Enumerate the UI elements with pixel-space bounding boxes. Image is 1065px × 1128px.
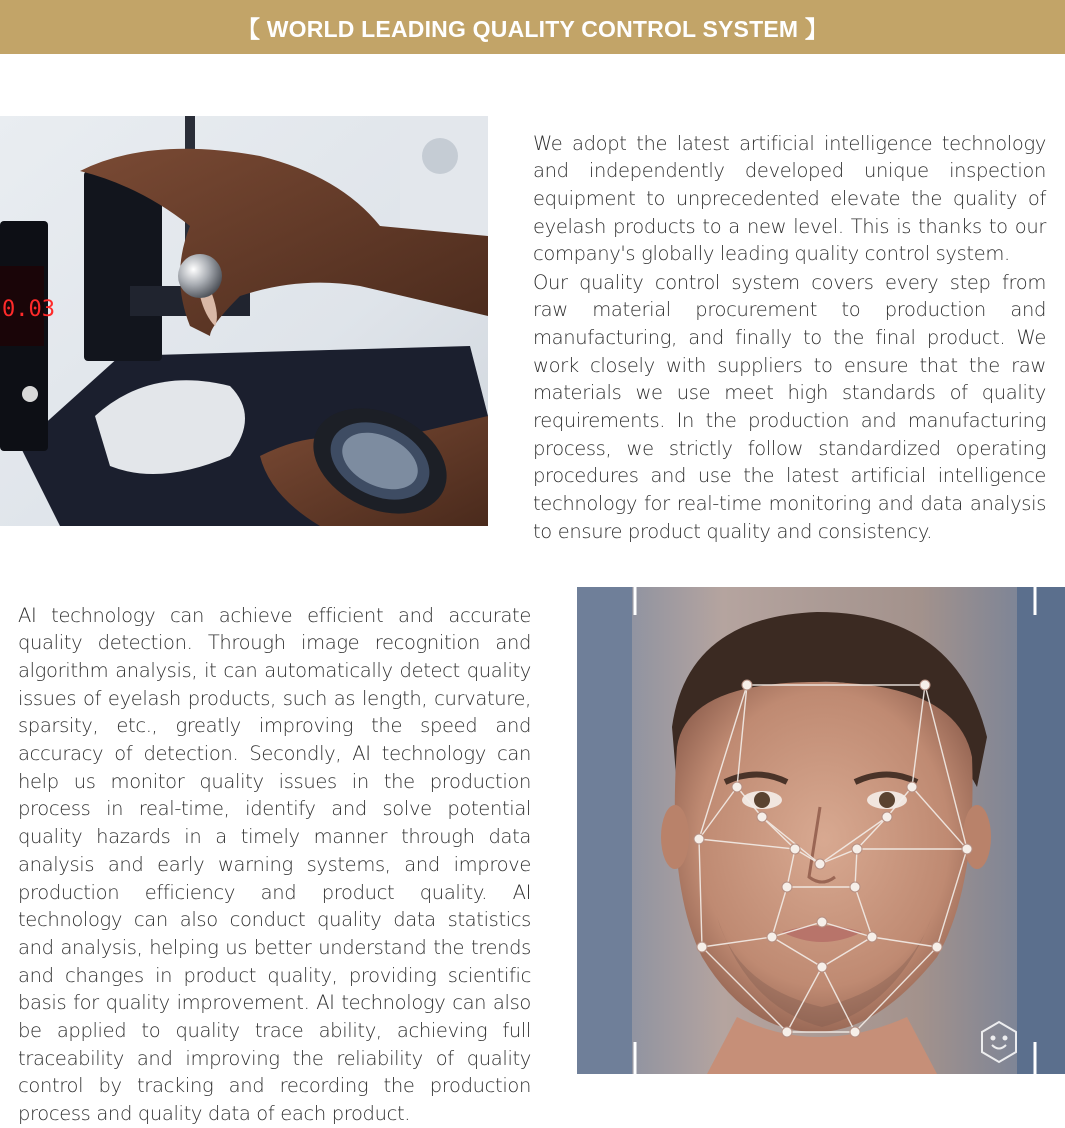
device-display-readout: 0.03: [2, 297, 55, 322]
ai-technology-paragraph: AI technology can achieve efficient and accurate quality detection. Through image recognition and algorithm analysis, it can automatically detect quality issues of eyelash products, such as length, curvature, sparsity, etc., greatly improving the speed and accuracy of detection. Secondly, AI technology can help us monitor quality issues in the production process in real-time, identify and solve potential quality hazards in a timely manner through data analysis and early warning systems, and improve production efficiency and product quality. AI technology can also conduct quality data statistics and analysis, helping us better understand the trends and changes in product quality, providing scientific basis for quality improvement. AI technology can also be applied to quality trace ability, achieving full traceability and improving the reliability of quality control by tracking and recording the production process and quality data of each product.: [18, 603, 531, 1126]
quality-control-paragraph: Our quality control system covers every step from raw material procurement to production and manufacturing, and finally to the final product. We work closely with suppliers to ensure that the raw materials we use meet high standards of quality requirements. In the production and manufacturing process, we strictly follow standardized operating procedures and use the latest artificial intelligence technology for real-time monitoring and data analysis to ensure product quality and consistency.: [533, 270, 1046, 543]
intro-paragraph: We adopt the latest artificial intelligence technology and independently developed unique inspection equipment to unprecedented elevate the quality of eyelash products to a new level. This is thanks to our company's globally leading quality control system.: [533, 131, 1046, 266]
banner-title: 【 WORLD LEADING QUALITY CONTROL SYSTEM 】: [236, 15, 829, 42]
inspection-equipment-photo: [0, 116, 488, 526]
header-banner: [0, 0, 1065, 54]
face-recognition-photo: [577, 587, 1065, 1074]
